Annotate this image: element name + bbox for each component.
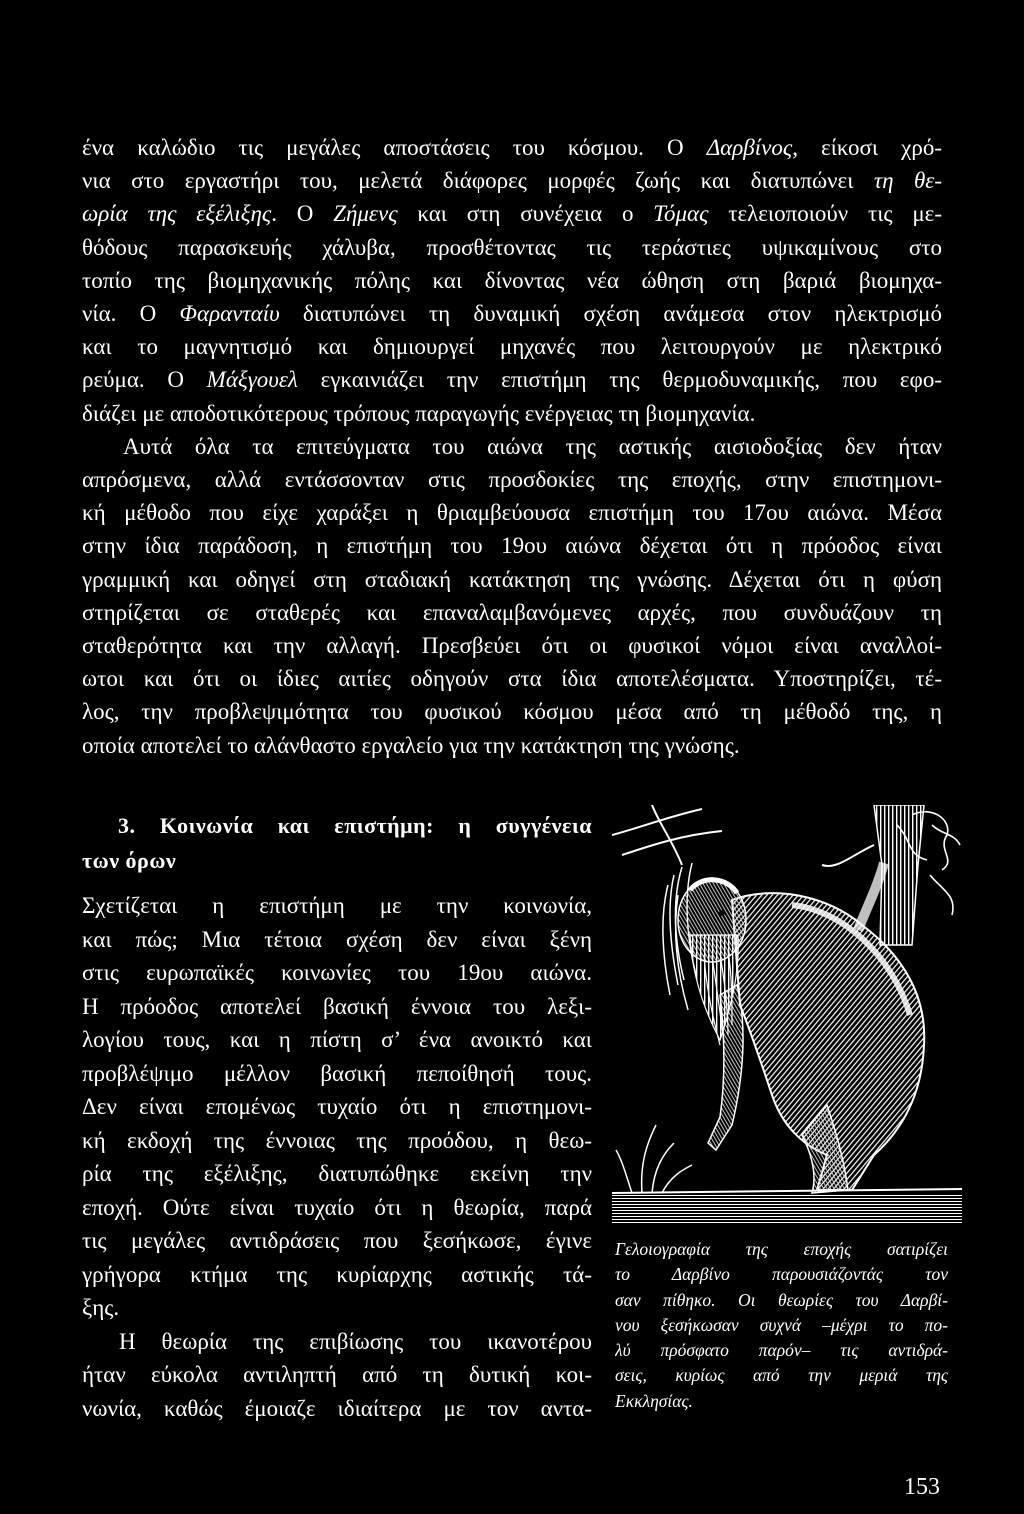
caption-line: σαν πίθηκο. Οι θεωρίες του Δαρβί- xyxy=(615,1289,948,1310)
text-line: και πώς; Μια τέτοια σχέση δεν είναι ξένη xyxy=(82,926,592,952)
text-line: εποχή. Ούτε είναι τυχαίο ότι η θεωρία, παρά xyxy=(82,1194,592,1220)
heading-line: 3. Κοινωνία και επιστήμη: η συγγένεια xyxy=(118,813,592,838)
emphasized-name: Δαρβίνος xyxy=(706,135,793,160)
text-line: στηρίζεται σε σταθερές και επαναλαμβανόμενες αρχές, που συνδυάζουν τη xyxy=(82,599,942,625)
text-line: Αυτά όλα τα επιτεύγματα του αιώνα της αστικής αισιοδοξίας δεν ήταν xyxy=(123,433,942,459)
text-line: κή μέθοδο που είχε χαράξει η θριαμβεύουσα επιστήμη του 17ου αιώνα. Μέσα xyxy=(82,500,942,526)
emphasized-name: Ζήμενς xyxy=(333,201,398,227)
text-segment: ρεύμα. Ο xyxy=(82,367,207,393)
page-number: 153 xyxy=(904,1474,940,1500)
text-line: Σχετίζεται η επιστήμη με την κοινωνία, xyxy=(82,893,592,918)
text-segment: εγκαινιάζει την επιστήμη της θερμοδυναμικής, που εφο- xyxy=(297,367,942,393)
heading-line: των όρων xyxy=(82,848,177,873)
text-segment: , είκοσι χρό- xyxy=(792,135,942,160)
text-line: στην ίδια παράδοση, η επιστήμη του 19ου αιώνα δέχεται ότι η πρόοδος είναι xyxy=(82,533,942,559)
text-line xyxy=(82,363,942,396)
text-line: τις μεγάλες αντιδράσεις που ξεσήκωσε, έγινε xyxy=(82,1228,592,1254)
text-line: Δεν είναι επομένως τυχαίο ότι η επιστημονι- xyxy=(82,1094,592,1120)
text-line: θόδους παρασκευής χάλυβα, προσθέτοντας τις τεράστιες υψικαμίνους στο xyxy=(82,234,942,260)
text-segment: νία. Ο xyxy=(82,301,180,327)
text-segment: και στη συνέχεια ο xyxy=(397,201,654,227)
text-segment: ένα καλώδιο τις μεγάλες αποστάσεις του κόσμου. Ο xyxy=(82,135,707,160)
text-line: Η πρόοδος αποτελεί βασική έννοια του λεξι- xyxy=(82,993,592,1019)
text-line: νωνία, καθώς έμοιαζε ιδιαίτερα με τον αντα- xyxy=(82,1395,592,1421)
paragraph xyxy=(82,889,592,1325)
text-segment: . Ο xyxy=(271,201,334,227)
caption-line: λύ πρόσφατο παρόν– τις αντιδρά- xyxy=(615,1340,948,1361)
emphasized-name: Τόμας xyxy=(653,201,709,227)
paragraph xyxy=(82,1325,592,1426)
eye xyxy=(719,910,725,916)
text-line: οποία αποτελεί το αλάνθαστο εργαλείο για την κατάκτηση της γνώσης. xyxy=(82,732,740,758)
text-line: ωτοι και ότι οι ίδιες αιτίες οδηγούν στα ίδια αποτελέσματα. Υποστηρίζει, τέ- xyxy=(82,666,942,692)
paragraph xyxy=(82,430,942,762)
text-line: σταθερότητα και την αλλαγή. Πρεσβεύει ότι οι φυσικοί νόμοι είναι αναλλοί- xyxy=(82,633,942,659)
text-line: λογίου τους, και η πίστη σ’ ένα ανοικτό και xyxy=(82,1027,592,1053)
text-segment: διατυπώνει τη δυναμική σχέση ανάμεσα στον ηλεκτρισμό xyxy=(279,301,942,327)
text-line: προβλέψιμο μέλλον βασική πεποίθησή τους. xyxy=(82,1060,592,1086)
caption-line: νου ξεσήκωσαν συχνά –μέχρι το πο- xyxy=(615,1314,948,1335)
text-line: γρήγορα κτήμα της κυρίαρχης αστικής τά- xyxy=(82,1261,592,1287)
text-line: Η θεωρία της επιβίωσης του ικανοτέρου xyxy=(119,1328,592,1354)
text-line: απρόσμενα, αλλά εντάσσονταν στις προσδοκίες της εποχής, στην επιστημονι- xyxy=(82,467,942,493)
emphasized-name: Φαρανταίυ xyxy=(179,301,280,327)
caption-line: σεις, κυρίως από την μεριά της xyxy=(615,1365,948,1386)
emphasized-term: ωρία της εξέλιξης xyxy=(82,201,272,227)
text-line: στις ευρωπαϊκές κοινωνίες του 19ου αιώνα. xyxy=(82,960,592,986)
text-line: κή εκδοχή της έννοιας της προόδου, η θεω- xyxy=(82,1127,592,1153)
text-segment: τελειοποιούν τις με- xyxy=(708,201,942,227)
text-line: λος, την προβλεψιμότητα του φυσικού κόσμου μέσα από τη μέθοδό της, η xyxy=(82,699,942,725)
emphasized-name: Μάξγουελ xyxy=(206,367,298,393)
darwin-caricature-illustration xyxy=(612,805,962,1225)
text-line xyxy=(82,197,942,230)
body-text-top xyxy=(82,131,942,762)
text-line xyxy=(82,164,942,197)
text-segment: νια στο εργαστήρι του, μελετά διάφορες μορφές ζωής και διατυπώνει xyxy=(82,168,874,194)
figure-caption xyxy=(615,1237,948,1414)
text-line: τοπίο της βιομηχανικής πόλης και δίνοντας νέα ώθηση στη βαριά βιομηχα- xyxy=(82,267,942,293)
figure xyxy=(612,805,962,1225)
ground xyxy=(612,1193,962,1225)
caption-line: Γελοιογραφία της εποχής σατιρίζει xyxy=(615,1239,948,1259)
text-line xyxy=(82,131,942,164)
emphasized-term: τη θε- xyxy=(873,168,942,194)
section-body-text xyxy=(82,889,592,1426)
caption-line: το Δαρβίνο παρουσιάζοντάς τον xyxy=(615,1264,948,1285)
text-line: ξης. xyxy=(82,1295,120,1321)
section-heading xyxy=(82,808,592,878)
text-line: ήταν εύκολα αντιληπτή από τη δυτική κοι- xyxy=(82,1362,592,1388)
text-line: γραμμική και οδηγεί στη σταδιακή κατάκτηση της γνώσης. Δέχεται ότι η φύση xyxy=(82,566,942,592)
caption-line: Εκκλησίας. xyxy=(615,1390,693,1411)
text-line: ρία της εξέλιξης, διατυπώθηκε εκείνη την xyxy=(82,1161,592,1187)
text-line: διάζει με αποδοτικότερους τρόπους παραγωγής ενέργειας τη βιομηχανία. xyxy=(82,400,756,426)
paragraph xyxy=(82,131,942,430)
text-line: και το μαγνητισμό και δημιουργεί μηχανές που λειτουργούν με ηλεκτρικό xyxy=(82,334,942,360)
text-line xyxy=(82,297,942,330)
